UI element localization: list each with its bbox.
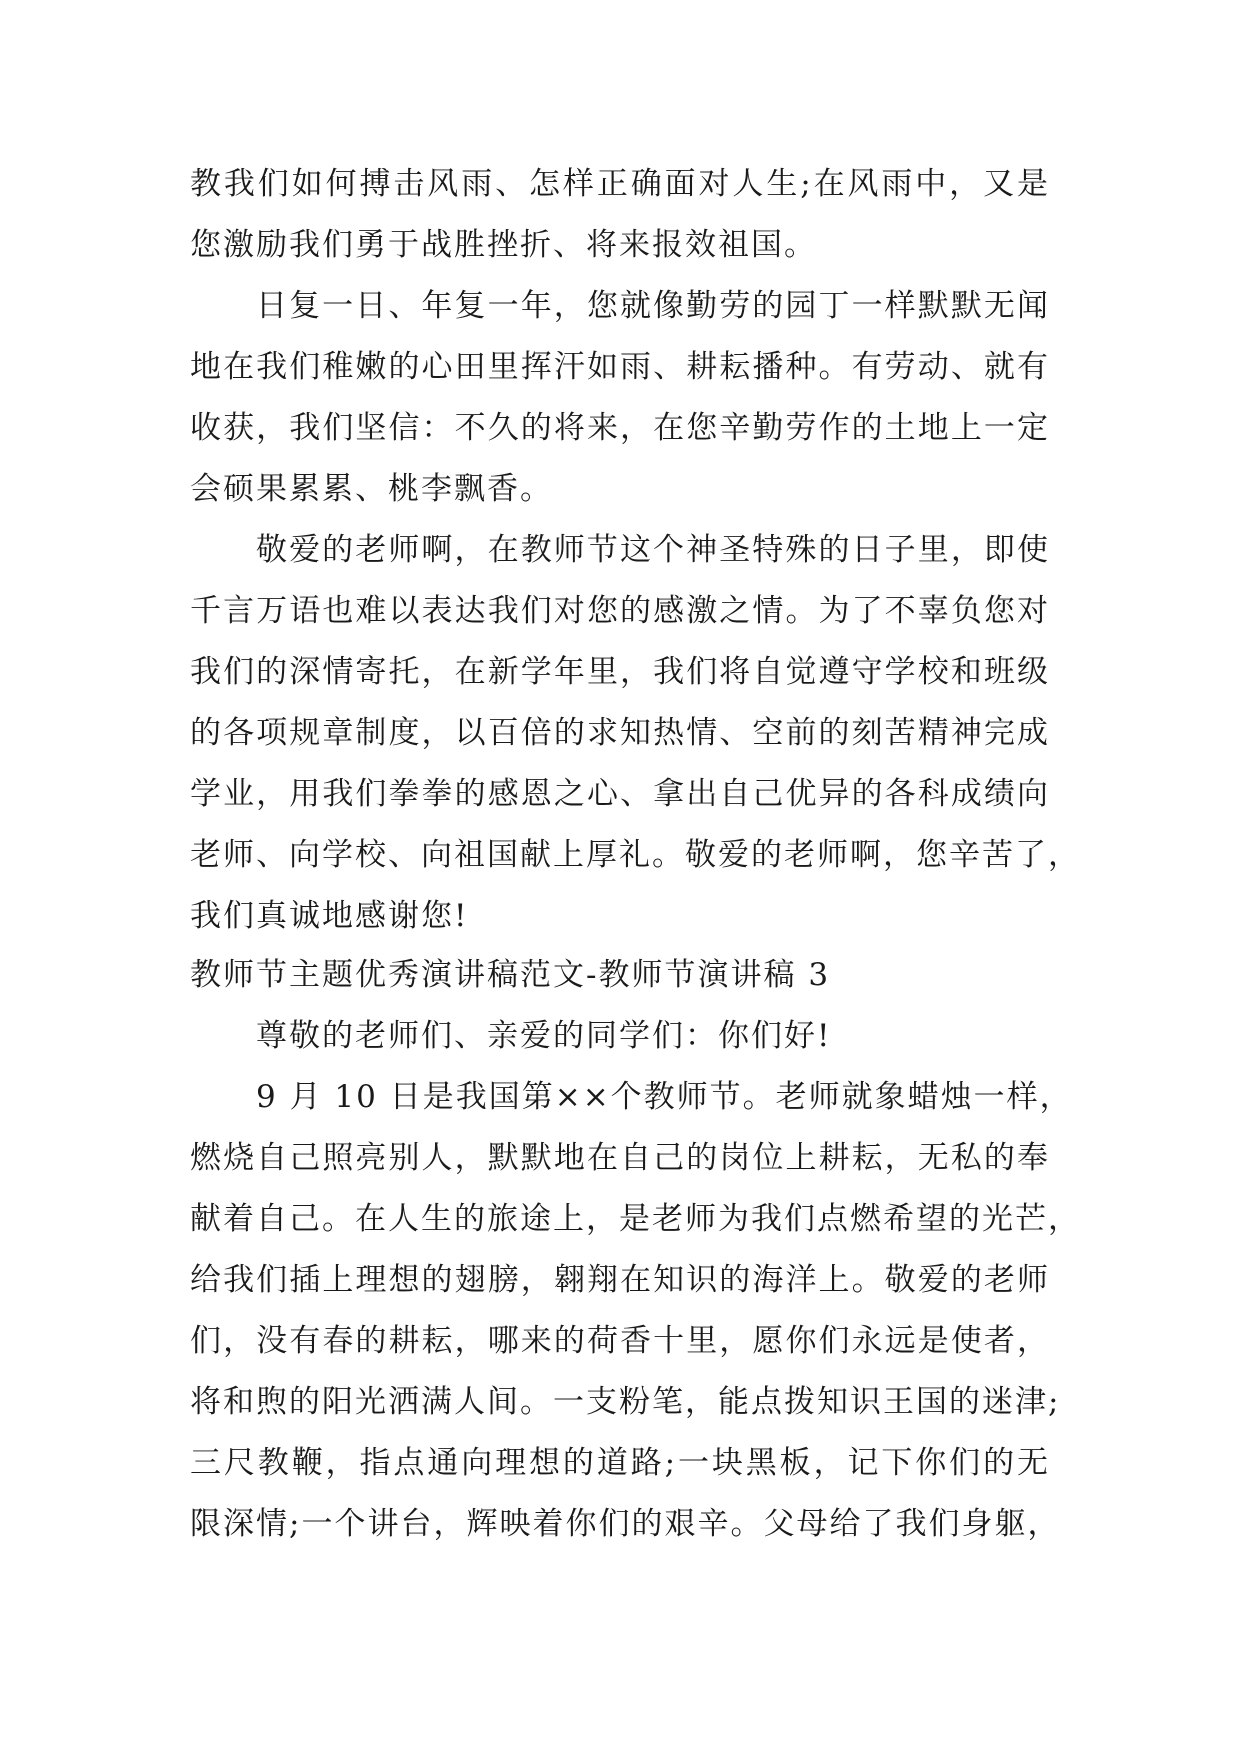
text-line: 会硕果累累、桃李飘香。: [190, 471, 553, 507]
text-line: 们，没有春的耕耘，哪来的荷香十里，愿你们永远是使者，: [190, 1323, 1050, 1359]
greeting-line: 尊敬的老师们、亲爱的同学们：你们好!: [256, 1018, 832, 1054]
text-line: 收获，我们坚信：不久的将来，在您辛勤劳作的土地上一定: [190, 410, 1050, 446]
text-line: 三尺教鞭，指点通向理想的道路;一块黑板，记下你们的无: [190, 1445, 1050, 1481]
text-line: 我们的深情寄托，在新学年里，我们将自觉遵守学校和班级: [190, 654, 1050, 690]
text-line: 您激励我们勇于战胜挫折、将来报效祖国。: [190, 227, 817, 263]
text-line: 将和煦的阳光洒满人间。一支粉笔，能点拨知识王国的迷津;: [190, 1384, 1061, 1420]
section-title: 教师节主题优秀演讲稿范文-教师节演讲稿 3: [190, 957, 831, 993]
speech-section-3: [190, 945, 1081, 1555]
text-line: 燃烧自己照亮别人，默默地在自己的岗位上耕耘，无私的奉: [190, 1140, 1050, 1176]
text-line: 献着自己。在人生的旅途上，是老师为我们点燃希望的光芒，: [190, 1201, 1081, 1237]
paragraph-first-line: 9 月 10 日是我国第××个教师节。老师就象蜡烛一样，: [256, 1079, 1073, 1115]
paragraph-first-line: 敬爱的老师啊，在教师节这个神圣特殊的日子里，即使: [256, 532, 1050, 568]
text-line: 我们真诚地感谢您!: [190, 898, 469, 934]
text-line: 教我们如何搏击风雨、怎样正确面对人生;在风雨中，又是: [190, 166, 1050, 202]
text-line: 的各项规章制度，以百倍的求知热情、空前的刻苦精神完成: [190, 715, 1050, 751]
paragraph-first-line: 日复一日、年复一年，您就像勤劳的园丁一样默默无闻: [256, 288, 1050, 324]
text-line: 千言万语也难以表达我们对您的感激之情。为了不辜负您对: [190, 593, 1050, 629]
text-line: 给我们插上理想的翅膀，翱翔在知识的海洋上。敬爱的老师: [190, 1262, 1050, 1298]
text-line: 老师、向学校、向祖国献上厚礼。敬爱的老师啊，您辛苦了，: [190, 837, 1081, 873]
speech-body-top: [190, 154, 1081, 947]
text-line: 学业，用我们拳拳的感恩之心、拿出自己优异的各科成绩向: [190, 776, 1050, 812]
text-line: 限深情;一个讲台，辉映着你们的艰辛。父母给了我们身躯，: [190, 1506, 1061, 1542]
text-line: 地在我们稚嫩的心田里挥汗如雨、耕耘播种。有劳动、就有: [190, 349, 1050, 385]
